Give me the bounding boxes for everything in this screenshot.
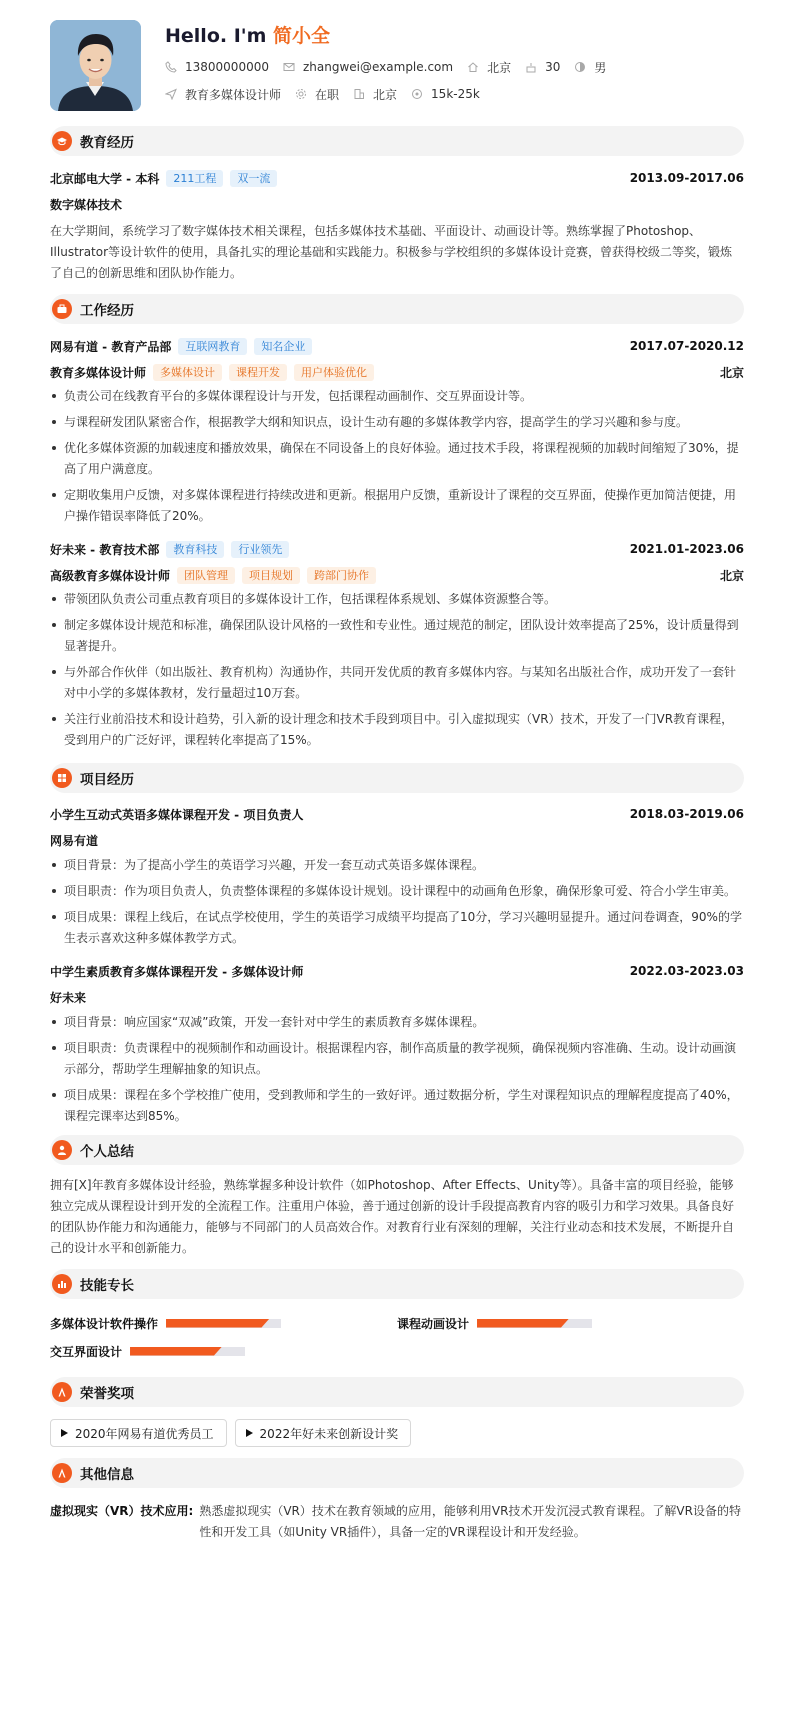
contact-row	[165, 56, 620, 78]
salary-item	[411, 87, 480, 101]
skill-bar	[130, 1347, 245, 1356]
skill-bar-fill	[477, 1319, 569, 1328]
job-entry	[50, 336, 744, 527]
project-entry	[50, 961, 744, 1127]
position-row	[50, 565, 744, 585]
send-icon	[165, 88, 177, 100]
list-item: 项目背景：为了提高小学生的英语学习兴趣，开发一套互动式英语多媒体课程。	[50, 855, 744, 876]
job-location: 北京	[719, 365, 744, 380]
list-item: 制定多媒体设计规范和标准，确保团队设计风格的一致性和专业性。通过规范的制定，团队设计效率提高了25%，设计质量得到显著提升。	[50, 615, 744, 657]
list-item: 项目职责：作为项目负责人，负责整体课程的多媒体设计规划。设计课程中的动画角色形象，确保形象可爱、符合小学生审美。	[50, 881, 744, 902]
graduation-cap-icon	[52, 131, 72, 151]
project-bullets	[50, 855, 744, 949]
list-item: 项目成果：课程在多个学校推广使用，受到教师和学生的一致好评。通过数据分析，学生对课程知识点的理解程度提高了40%，课程完课率达到85%。	[50, 1085, 744, 1127]
project-row	[50, 804, 744, 824]
section-title: 其他信息	[80, 1467, 134, 1483]
user-icon	[52, 1140, 72, 1160]
skill-bar	[166, 1319, 281, 1328]
position-tag: 用户体验优化	[294, 364, 374, 381]
section-title: 工作经历	[80, 303, 134, 319]
job-date: 2017.07-2020.12	[629, 339, 744, 353]
other-label: 虚拟现实（VR）技术应用:	[50, 1504, 194, 1518]
company-row	[50, 539, 744, 559]
status-item	[295, 86, 339, 103]
skills-section-header	[50, 1269, 744, 1299]
skills-list	[50, 1311, 744, 1363]
list-item: 优化多媒体资源的加载速度和播放效果，确保在不同设备上的良好体验。通过技术手段，将课程视频的加载时间缩短了30%，提高了用户满意度。	[50, 438, 744, 480]
honors-list	[50, 1419, 744, 1447]
project-entry	[50, 804, 744, 949]
skill-bar-fill	[166, 1319, 270, 1328]
gender-icon	[574, 61, 586, 73]
city-value: 北京	[487, 60, 512, 75]
education-description: 在大学期间，系统学习了数字媒体技术相关课程，包括多媒体技术基础、平面设计、动画设计等。熟练掌握了Photoshop、Illustrator等设计软件的使用，具备扎实的理论基础和实践能力。积极参与学校组织的多媒体设计竞赛，曾获得校级二等奖，锻炼了自己的创新思维和团队协作能力。	[50, 224, 733, 280]
other-text: 熟悉虚拟现实（VR）技术在教育领域的应用，能够利用VR技术开发沉浸式教育课程。了解VR设备的特性和开发工具（如Unity VR插件），具备一定的VR课程设计和开发经验。	[199, 1504, 741, 1539]
age-item	[525, 60, 560, 74]
skill-bar-fill	[130, 1347, 222, 1356]
project-row	[50, 961, 744, 981]
grid-icon	[52, 768, 72, 788]
job-row	[165, 83, 620, 105]
candidate-name: 简小全	[273, 25, 331, 47]
honor-label: 2022年好未来创新设计奖	[259, 1426, 399, 1441]
project-date: 2022.03-2023.03	[629, 964, 744, 978]
job-date: 2021.01-2023.06	[629, 542, 744, 556]
projects-section-header	[50, 763, 744, 793]
project-date: 2018.03-2019.06	[629, 807, 744, 821]
section-title: 项目经历	[80, 772, 134, 788]
building-icon	[353, 88, 365, 100]
list-item: 负责公司在线教育平台的多媒体课程设计与开发，包括课程动画制作、交互界面设计等。	[50, 386, 744, 407]
company-tag: 行业领先	[231, 541, 289, 558]
honor-item	[235, 1419, 412, 1447]
position-tag: 项目规划	[242, 567, 300, 584]
project-name: 中学生素质教育多媒体课程开发 - 多媒体设计师	[50, 964, 304, 979]
company-row	[50, 336, 744, 356]
company-tag: 知名企业	[254, 338, 312, 355]
section-title: 荣誉奖项	[80, 1386, 134, 1402]
triangle-icon	[246, 1429, 253, 1437]
skill-name: 交互界面设计	[50, 1344, 123, 1359]
avatar	[50, 20, 141, 111]
list-item: 关注行业前沿技术和设计趋势，引入新的设计理念和技术手段到项目中。引入虚拟现实（VR）技术，开发了一门VR教育课程，受到用户的广泛好评，课程转化率提高了15%。	[50, 709, 744, 751]
triangle-icon	[61, 1429, 68, 1437]
job-bullets	[50, 589, 744, 751]
home-icon	[467, 61, 479, 73]
skill-item	[50, 1339, 397, 1363]
bar-chart-icon	[52, 1274, 72, 1294]
target-city-item	[353, 86, 397, 103]
company-name: 网易有道 - 教育产品部	[50, 339, 172, 354]
gender-value: 男	[594, 60, 607, 75]
honor-item	[50, 1419, 227, 1447]
project-org: 网易有道	[50, 834, 99, 848]
job-location: 北京	[719, 568, 744, 583]
school-name: 北京邮电大学 - 本科	[50, 171, 160, 186]
list-item: 与外部合作伙伴（如出版社、教育机构）沟通协作，共同开发优质的教育多媒体内容。与某知名出版社合作，成功开发了一套针对中小学的多媒体教材，发行量超过10万套。	[50, 662, 744, 704]
age-value: 30	[545, 60, 561, 74]
education-row	[50, 168, 744, 188]
project-bullets	[50, 1012, 744, 1127]
work-section-header	[50, 294, 744, 324]
phone-icon	[165, 61, 177, 73]
honors-section-header	[50, 1377, 744, 1407]
education-section-header	[50, 126, 744, 156]
list-item: 项目背景：响应国家“双减”政策，开发一套针对中学生的素质教育多媒体课程。	[50, 1012, 744, 1033]
position-name: 教育多媒体设计师	[50, 365, 147, 380]
list-item: 带领团队负责公司重点教育项目的多媒体设计工作，包括课程体系规划、多媒体资源整合等。	[50, 589, 744, 610]
email-item	[283, 60, 453, 74]
list-item: 项目职责：负责课程中的视频制作和动画设计。根据课程内容，制作高质量的教学视频，确保视频内容准确、生动。设计动画演示部分，帮助学生理解抽象的知识点。	[50, 1038, 744, 1080]
job-bullets	[50, 386, 744, 527]
phone-value: 13800000000	[185, 60, 269, 74]
skill-item	[50, 1311, 397, 1335]
page-title	[165, 21, 620, 51]
other-info-row	[50, 1501, 744, 1543]
summary-section-header	[50, 1135, 744, 1165]
honor-label: 2020年网易有道优秀员工	[75, 1426, 214, 1441]
position-tag: 课程开发	[229, 364, 287, 381]
position-tag: 团队管理	[177, 567, 235, 584]
job-item	[165, 86, 281, 103]
job-value: 教育多媒体设计师	[185, 87, 282, 102]
settings-icon	[295, 88, 307, 100]
hello-text: Hello. I'm	[165, 25, 267, 47]
phone-item	[165, 60, 269, 74]
skill-item	[397, 1311, 744, 1335]
company-name: 好未来 - 教育技术部	[50, 542, 160, 557]
other-section-header	[50, 1458, 744, 1488]
gender-item	[574, 59, 606, 76]
company-tag: 互联网教育	[178, 338, 247, 355]
project-org: 好未来	[50, 991, 87, 1005]
award-icon	[52, 1382, 72, 1402]
skill-name: 课程动画设计	[397, 1316, 470, 1331]
list-item: 项目成果：课程上线后，在试点学校使用，学生的英语学习成绩平均提高了10分，学习兴趣明显提升。通过问卷调查，90%的学生表示喜欢这种多媒体教学方式。	[50, 907, 744, 949]
section-title: 技能专长	[80, 1278, 134, 1294]
section-title: 教育经历	[80, 135, 134, 151]
briefcase-icon	[52, 299, 72, 319]
position-tag: 多媒体设计	[153, 364, 222, 381]
target-city-value: 北京	[373, 87, 398, 102]
company-tag: 教育科技	[166, 541, 224, 558]
cake-icon	[525, 61, 537, 73]
salary-value: 15k-25k	[431, 87, 480, 101]
education-date: 2013.09-2017.06	[629, 171, 744, 185]
list-item: 定期收集用户反馈，对多媒体课程进行持续改进和更新。根据用户反馈，重新设计了课程的交互界面，使操作更加简洁便捷，用户操作错误率降低了20%。	[50, 485, 744, 527]
skill-bar	[477, 1319, 592, 1328]
major: 数字媒体技术	[50, 198, 123, 212]
skill-name: 多媒体设计软件操作	[50, 1316, 159, 1331]
status-value: 在职	[315, 87, 340, 102]
resume-header	[50, 20, 744, 120]
school-tag: 双一流	[230, 170, 277, 187]
salary-icon	[411, 88, 423, 100]
city-item	[467, 59, 511, 76]
info-icon	[52, 1463, 72, 1483]
position-tag: 跨部门协作	[307, 567, 376, 584]
email-icon	[283, 61, 295, 73]
school-tag: 211工程	[166, 170, 223, 187]
summary-text: 拥有[X]年教育多媒体设计经验，熟练掌握多种设计软件（如Photoshop、After Effects、Unity等）。具备丰富的项目经验，能够独立完成从课程设计到开发的全流程工作。注重用户体验，善于通过创新的设计手段提高教育内容的吸引力和学习效果。具备良好的团队协作能力和沟通能力，能够与不同部门的人员高效合作。对教育行业有深刻的理解，关注行业动态和技术发展，不断提升自己的设计水平和创新能力。	[50, 1178, 735, 1255]
section-title: 个人总结	[80, 1144, 134, 1160]
email-value: zhangwei@example.com	[302, 60, 454, 74]
position-row	[50, 362, 744, 382]
job-entry	[50, 539, 744, 751]
list-item: 与课程研发团队紧密合作，根据教学大纲和知识点，设计生动有趣的多媒体教学内容，提高学生的学习兴趣和参与度。	[50, 412, 744, 433]
position-name: 高级教育多媒体设计师	[50, 568, 171, 583]
project-name: 小学生互动式英语多媒体课程开发 - 项目负责人	[50, 807, 304, 822]
